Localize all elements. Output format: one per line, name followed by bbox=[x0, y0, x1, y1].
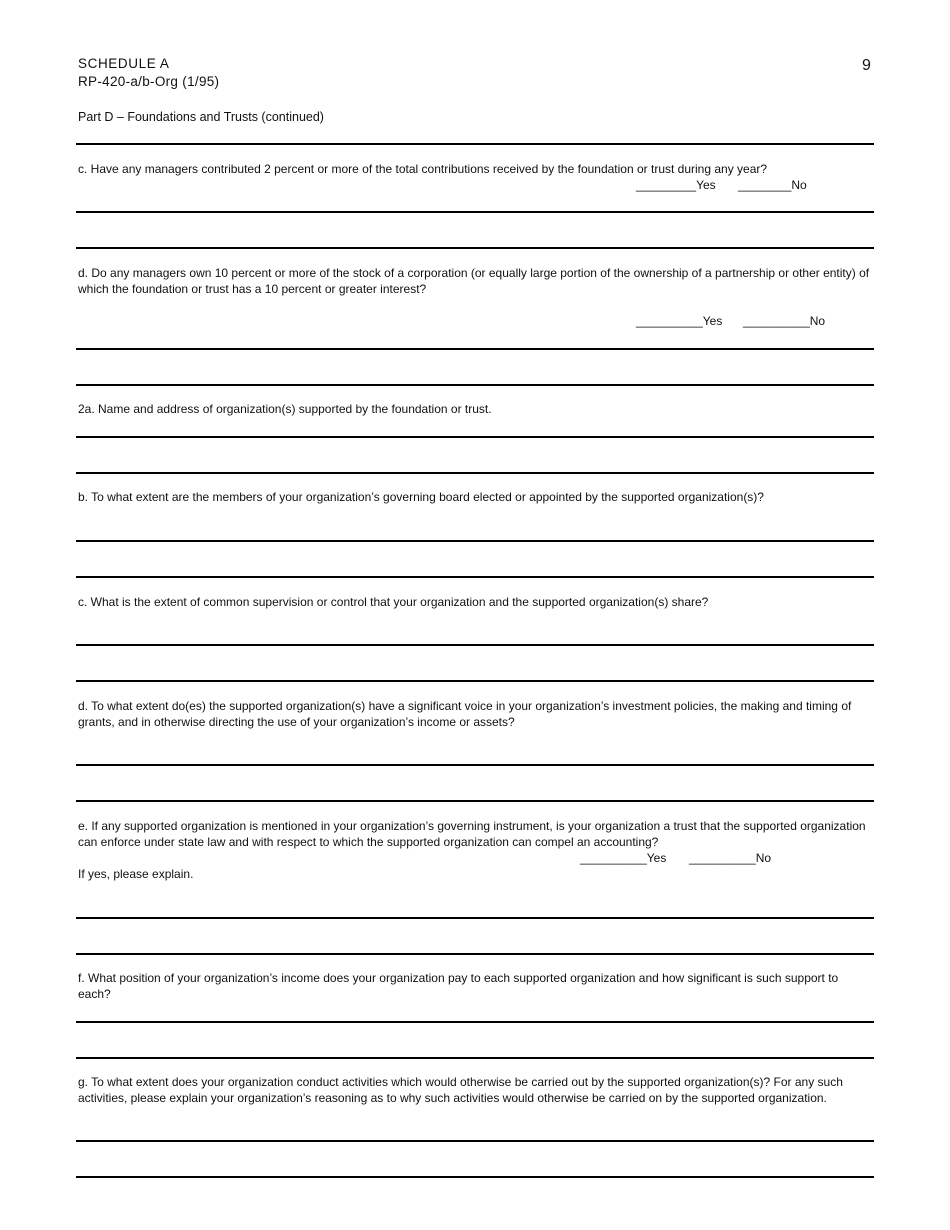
answer-line[interactable] bbox=[76, 953, 874, 955]
answer-line[interactable] bbox=[76, 247, 874, 249]
answer-line[interactable] bbox=[76, 472, 874, 474]
question-1c-no-field[interactable]: ________No bbox=[738, 178, 807, 192]
question-1c: c. Have any managers contributed 2 percent or more of the total contributions received by the foundation or trust during any year? bbox=[78, 162, 768, 176]
question-2e-followup: If yes, please explain. bbox=[78, 867, 194, 881]
question-2c: c. What is the extent of common supervision or control that your organization and the supported organization(s) share? bbox=[78, 595, 709, 609]
answer-line[interactable] bbox=[76, 576, 874, 578]
answer-line[interactable] bbox=[76, 1176, 874, 1178]
answer-line[interactable] bbox=[76, 680, 874, 682]
answer-line[interactable] bbox=[76, 800, 874, 802]
question-2e: e. If any supported organization is mentioned in your organization’s governing instrument, is your organization a trust that the supported organization can enforce under state law and with respect to which the supported organization can compel an accounting? bbox=[78, 819, 866, 849]
question-1d-yes-field[interactable]: __________Yes bbox=[636, 314, 723, 328]
answer-line[interactable] bbox=[76, 384, 874, 386]
answer-line[interactable] bbox=[76, 211, 874, 213]
question-1d: d. Do any managers own 10 percent or more of the stock of a corporation (or equally large portion of the ownership of a partnership or other entity) of which the foundation or trust has a 10 percent or greater interest? bbox=[78, 266, 870, 296]
answer-line[interactable] bbox=[76, 436, 874, 438]
answer-line[interactable] bbox=[76, 764, 874, 766]
question-2g: g. To what extent does your organization conduct activities which would otherwise be carried out by the supported organization(s)? For any such activities, please explain your organization’s reasoning as to why such activities would otherwise be carried on by the supported organization. bbox=[78, 1075, 843, 1105]
page-number: 9 bbox=[862, 57, 871, 74]
answer-line[interactable] bbox=[76, 540, 874, 542]
answer-line[interactable] bbox=[76, 917, 874, 919]
question-2f: f. What position of your organization’s income does your organization pay to each supported organization and how significant is such support to each? bbox=[78, 971, 839, 1001]
answer-line[interactable] bbox=[76, 644, 874, 646]
question-1c-yes-field[interactable]: _________Yes bbox=[636, 178, 716, 192]
question-1d-no-field[interactable]: __________No bbox=[743, 314, 826, 328]
question-2a: 2a. Name and address of organization(s) supported by the foundation or trust. bbox=[78, 402, 492, 416]
answer-line[interactable] bbox=[76, 348, 874, 350]
question-2b: b. To what extent are the members of your organization’s governing board elected or appointed by the supported organization(s)? bbox=[78, 490, 764, 504]
question-2d: d. To what extent do(es) the supported organization(s) have a significant voice in your organization’s investment policies, the making and timing of grants, and in otherwise directing the use of your organization’s income or assets? bbox=[78, 699, 852, 729]
answer-line[interactable] bbox=[76, 1140, 874, 1142]
question-2e-yes-field[interactable]: __________Yes bbox=[580, 851, 667, 865]
schedule-label: SCHEDULE A bbox=[78, 56, 170, 71]
question-2e-no-field[interactable]: __________No bbox=[689, 851, 772, 865]
form-id: RP-420-a/b-Org (1/95) bbox=[78, 74, 220, 89]
answer-line[interactable] bbox=[76, 1021, 874, 1023]
section-divider bbox=[76, 143, 874, 145]
part-title: Part D – Foundations and Trusts (continued) bbox=[78, 110, 324, 124]
answer-line[interactable] bbox=[76, 1057, 874, 1059]
